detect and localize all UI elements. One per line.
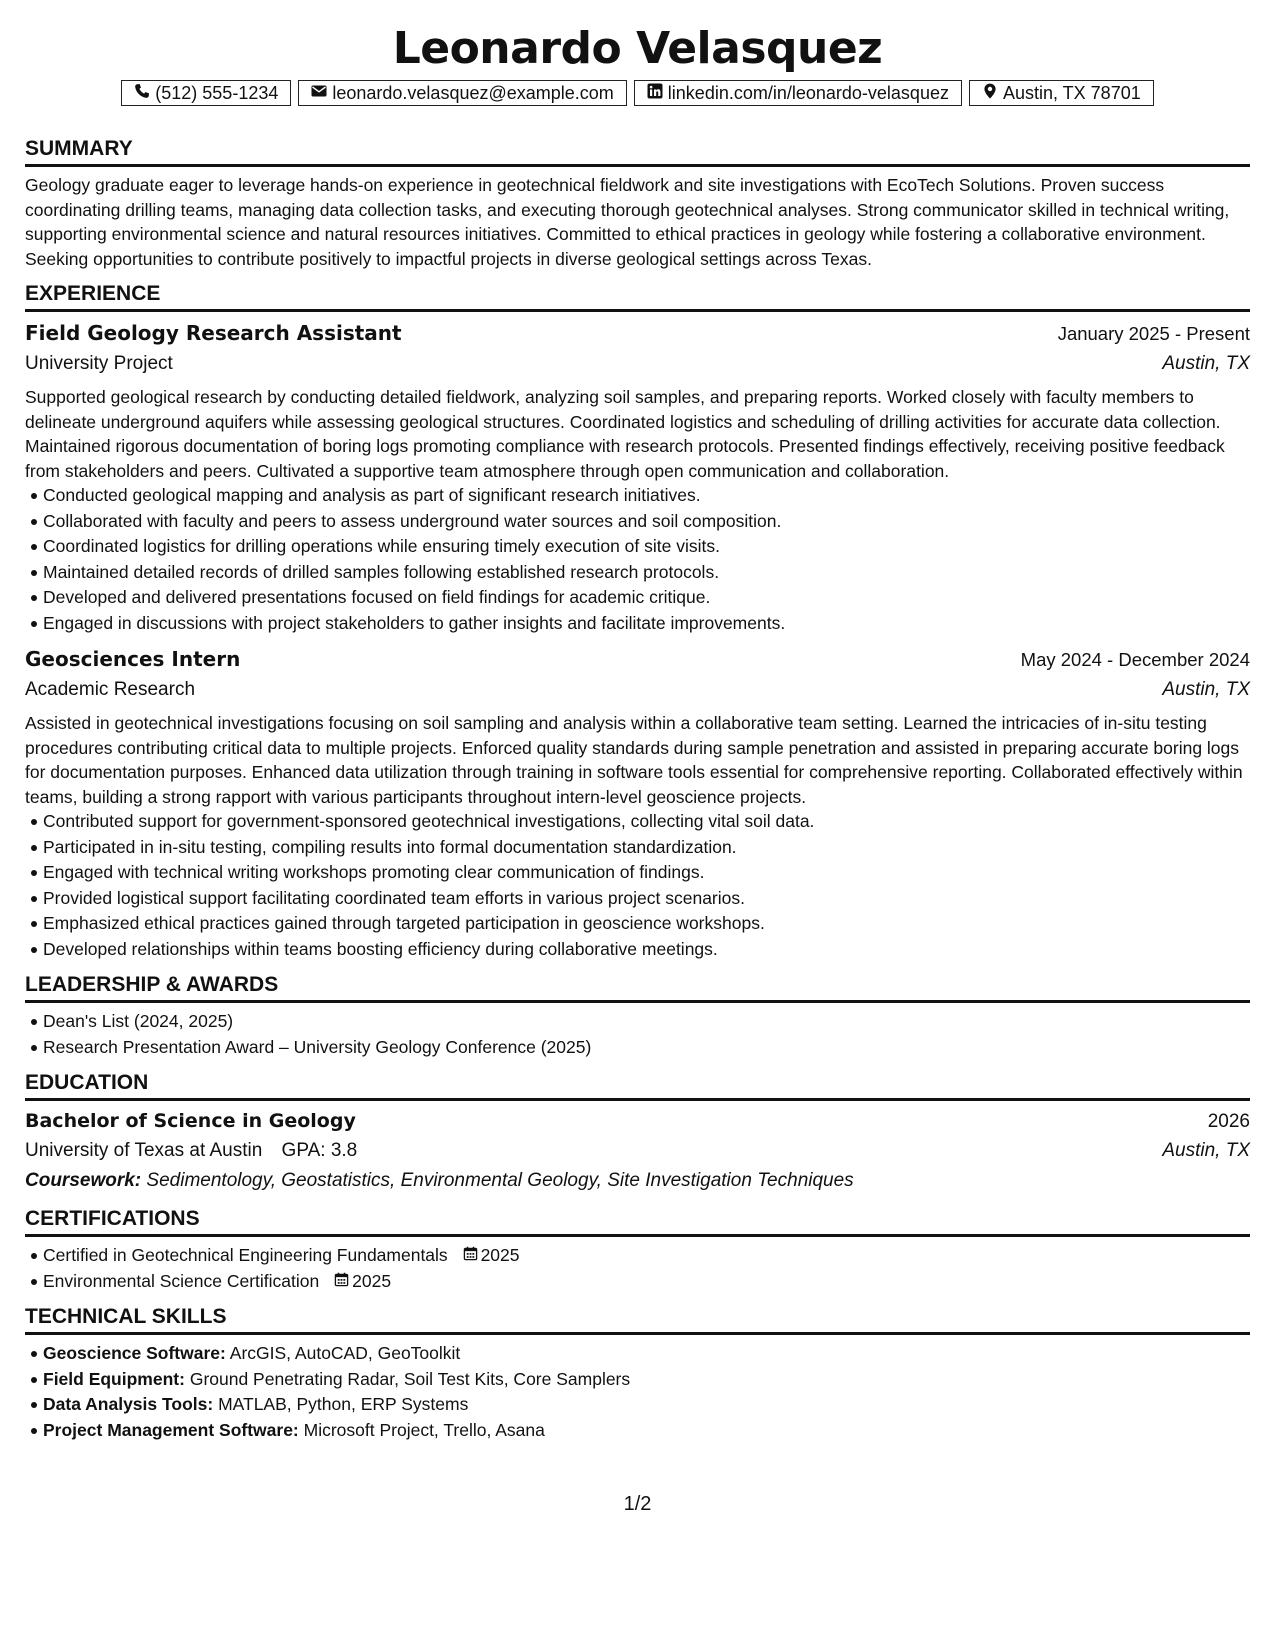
candidate-name: Leonardo Velasquez bbox=[392, 23, 883, 74]
calendar-icon bbox=[463, 1243, 478, 1269]
experience-entry bbox=[25, 318, 1250, 636]
linkedin-icon bbox=[647, 83, 663, 103]
list-item: Developed and delivered presentations focused on field findings for academic critique. bbox=[43, 585, 1250, 611]
school-name: University of Texas at Austin bbox=[25, 1140, 263, 1161]
certification-name: Certified in Geotechnical Engineering Fundamentals bbox=[43, 1245, 448, 1265]
list-item: Engaged in discussions with project stakeholders to gather insights and facilitate improvements. bbox=[43, 611, 1250, 637]
skill-label: Project Management Software: bbox=[43, 1419, 299, 1440]
contact-location bbox=[969, 80, 1154, 106]
skill-label: Field Equipment: bbox=[43, 1368, 185, 1389]
list-item: Emphasized ethical practices gained through targeted participation in geoscience workshops. bbox=[43, 911, 1250, 937]
leadership-section bbox=[25, 972, 1250, 1060]
skill-value: Ground Penetrating Radar, Soil Test Kits, Core Samplers bbox=[189, 1368, 631, 1389]
education-section bbox=[25, 1070, 1250, 1196]
skill-value: Microsoft Project, Trello, Asana bbox=[303, 1419, 545, 1440]
job-description: Supported geological research by conducting detailed fieldwork, analyzing soil samples, and preparing reports. Worked closely with faculty members to delineate underground aquifers while assessing geological structures. Coordinated logistics and scheduling of drilling activities for accurate data collection. Maintained rigorous documentation of boring logs promoting compliance with research protocols. Presented findings effectively, receiving positive feedback from stakeholders and peers. Cultivated a supportive team atmosphere through open communication and collaboration. bbox=[25, 387, 1225, 481]
list-item bbox=[43, 1243, 1250, 1269]
experience-heading: EXPERIENCE bbox=[25, 281, 1250, 312]
school-location: Austin, TX bbox=[1162, 1140, 1250, 1161]
list-item: Conducted geological mapping and analysis as part of significant research initiatives. bbox=[43, 483, 1250, 509]
contact-email[interactable] bbox=[298, 80, 626, 106]
list-item: Contributed support for government-sponsored geotechnical investigations, collecting vital soil data. bbox=[43, 809, 1250, 835]
skill-value: MATLAB, Python, ERP Systems bbox=[218, 1394, 469, 1414]
awards-list bbox=[25, 1009, 1250, 1060]
calendar-icon bbox=[334, 1269, 349, 1295]
list-item bbox=[43, 1341, 1250, 1367]
summary-text: Geology graduate eager to leverage hands-on experience in geotechnical fieldwork and site investigations with EcoTech Solutions. Proven success coordinating drilling teams, managing data collection tasks, and executing thorough geotechnical analyses. Strong communicator skilled in technical writing, supporting environmental science and natural resources initiatives. Committed to ethical practices in geology while fostering a collaborative environment. Seeking opportunities to contribute positively to impactful projects in diverse geological settings across Texas. bbox=[25, 175, 1230, 269]
list-item: Coordinated logistics for drilling operations while ensuring timely execution of site visits. bbox=[43, 534, 1250, 560]
contact-bar bbox=[25, 80, 1250, 106]
phone-icon bbox=[134, 83, 150, 103]
school-line bbox=[25, 1136, 357, 1166]
leadership-heading: LEADERSHIP & AWARDS bbox=[25, 972, 1250, 1003]
map-pin-icon bbox=[982, 83, 998, 103]
list-item: Provided logistical support facilitating coordinated team efforts in various project scenarios. bbox=[43, 886, 1250, 912]
job-dates: May 2024 - December 2024 bbox=[1020, 649, 1250, 670]
certifications-list bbox=[25, 1243, 1250, 1294]
list-item: Dean's List (2024, 2025) bbox=[43, 1009, 1250, 1035]
job-location: Austin, TX bbox=[1162, 353, 1250, 374]
certification-date bbox=[334, 1269, 391, 1295]
summary-heading: SUMMARY bbox=[25, 136, 1250, 167]
skill-label: Data Analysis Tools: bbox=[43, 1394, 214, 1414]
degree: Bachelor of Science in Geology bbox=[25, 1110, 356, 1132]
certification-year: 2025 bbox=[352, 1270, 392, 1291]
coursework bbox=[25, 1166, 1250, 1196]
list-item: Maintained detailed records of drilled samples following established research protocols. bbox=[43, 560, 1250, 586]
list-item bbox=[43, 1269, 1250, 1295]
coursework-list: Sedimentology, Geostatistics, Environmental Geology, Site Investigation Techniques bbox=[146, 1170, 854, 1191]
job-bullets bbox=[25, 483, 1250, 636]
experience-entry bbox=[25, 644, 1250, 962]
education-heading: EDUCATION bbox=[25, 1070, 1250, 1101]
job-description: Assisted in geotechnical investigations focusing on soil sampling and analysis within a collaborative team setting. Learned the intricacies of in-situ testing procedures contributing critical data to multiple projects. Enforced quality standards during sample penetration and assisted in preparing accurate boring logs for documentation purposes. Enhanced data utilization through training in software tools essential for comprehensive reporting. Collaborated effectively within teams, building a strong rapport with various participants throughout intern-level geoscience projects. bbox=[25, 713, 1243, 807]
page-number: 1/2 bbox=[623, 1493, 652, 1515]
list-item bbox=[43, 1367, 1250, 1393]
list-item: Engaged with technical writing workshops promoting clear communication of findings. bbox=[43, 860, 1250, 886]
summary-section bbox=[25, 136, 1250, 271]
job-title: Field Geology Research Assistant bbox=[25, 321, 402, 345]
certifications-section bbox=[25, 1206, 1250, 1294]
location-text: Austin, TX 78701 bbox=[1002, 83, 1141, 103]
skill-label: Geoscience Software: bbox=[43, 1343, 226, 1363]
job-location: Austin, TX bbox=[1162, 679, 1250, 700]
skills-section bbox=[25, 1304, 1250, 1443]
envelope-icon bbox=[311, 83, 327, 103]
certification-date bbox=[463, 1243, 520, 1269]
phone-text: (512) 555-1234 bbox=[155, 83, 279, 103]
list-item: Participated in in-situ testing, compiling results into formal documentation standardization. bbox=[43, 835, 1250, 861]
list-item bbox=[43, 1392, 1250, 1418]
job-bullets bbox=[25, 809, 1250, 962]
graduation-year: 2026 bbox=[1207, 1111, 1250, 1132]
linkedin-text: linkedin.com/in/leonardo-velasquez bbox=[667, 83, 949, 103]
list-item bbox=[43, 1418, 1250, 1444]
job-title: Geosciences Intern bbox=[25, 647, 241, 671]
list-item: Research Presentation Award – University Geology Conference (2025) bbox=[43, 1035, 1250, 1061]
skills-heading: TECHNICAL SKILLS bbox=[25, 1304, 1250, 1335]
job-organization: University Project bbox=[25, 353, 173, 374]
contact-phone bbox=[121, 80, 291, 106]
list-item: Developed relationships within teams boosting efficiency during collaborative meetings. bbox=[43, 937, 1250, 963]
skills-list bbox=[25, 1341, 1250, 1443]
experience-section bbox=[25, 281, 1250, 962]
gpa: GPA: 3.8 bbox=[281, 1140, 358, 1161]
certifications-heading: CERTIFICATIONS bbox=[25, 1206, 1250, 1237]
skill-value: ArcGIS, AutoCAD, GeoToolkit bbox=[229, 1343, 461, 1363]
job-dates: January 2025 - Present bbox=[1057, 323, 1250, 344]
coursework-label: Coursework: bbox=[25, 1170, 142, 1191]
certification-year: 2025 bbox=[480, 1245, 520, 1265]
certification-name: Environmental Science Certification bbox=[43, 1270, 320, 1291]
contact-linkedin[interactable] bbox=[634, 80, 962, 106]
list-item: Collaborated with faculty and peers to assess underground water sources and soil composition. bbox=[43, 509, 1250, 535]
job-organization: Academic Research bbox=[25, 679, 196, 700]
email-text: leonardo.velasquez@example.com bbox=[332, 83, 614, 103]
